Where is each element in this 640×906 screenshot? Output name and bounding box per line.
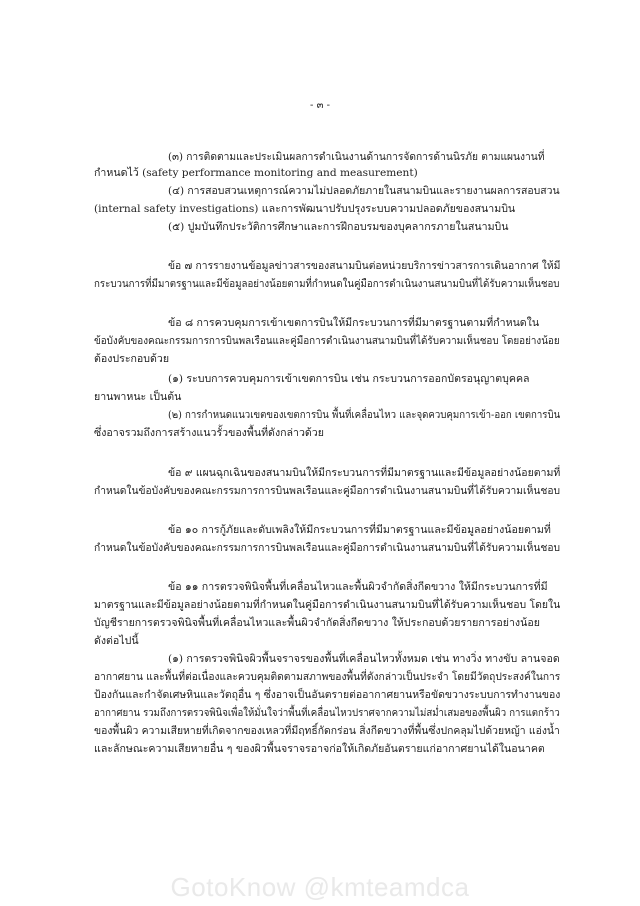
paragraph-line: กำหนดในข้อบังคับของคณะกรรมการการบินพลเรือนและคู่มือการดำเนินงานสนามบินที่ได้รับความเห็นชอบ bbox=[94, 542, 561, 554]
paragraph-line: บัญชีรายการตรวจพินิจพื้นที่เคลื่อนไหวและพื้นผิวจำกัดสิ่งกีดขวาง ให้ประกอบด้วยรายการอย่างน้อย bbox=[94, 617, 540, 629]
paragraph-line: กำหนดไว้ (safety performance monitoring and measurement) bbox=[94, 167, 418, 179]
paragraph-line: ซึ่งอาจรวมถึงการสร้างแนวรั้วของพื้นที่ดังกล่าวด้วย bbox=[94, 427, 324, 439]
paragraph-line: ข้อ ๑๑ การตรวจพินิจพื้นที่เคลื่อนไหวและพื้นผิวจำกัดสิ่งกีดขวาง ให้มีกระบวนการที่มี bbox=[168, 581, 548, 593]
paragraph-line: ข้อ ๗ การรายงานข้อมูลข่าวสารของสนามบินต่อหน่วยบริการข่าวสารการเดินอากาศ ให้มี bbox=[168, 260, 561, 272]
page-number: - ๓ - bbox=[310, 100, 330, 111]
paragraph-line: กระบวนการที่มีมาตรฐานและมีข้อมูลอย่างน้อยตามที่กำหนดในคู่มือการดำเนินงานสนามบินที่ได้รับความเห็นชอบ bbox=[94, 278, 560, 290]
paragraph-line: ข้อ ๙ แผนฉุกเฉินของสนามบินให้มีกระบวนการที่มีมาตรฐานและมีข้อมูลอย่างน้อยตามที่ bbox=[168, 467, 561, 479]
paragraph-line: ต้องประกอบด้วย bbox=[94, 353, 170, 365]
paragraph-line: ดังต่อไปนี้ bbox=[94, 635, 139, 647]
paragraph-line: ของพื้นผิว ความเสียหายที่เกิดจากของเหลวที่มีฤทธิ์กัดกร่อน สิ่งกีดขวางที่พื้นซึ่งปกคลุมไปด้วยหญ้า แอ่งน้ำ bbox=[94, 725, 560, 737]
paragraph-line: ข้อ ๘ การควบคุมการเข้าเขตการบินให้มีกระบวนการที่มีมาตรฐานตามที่กำหนดใน bbox=[168, 317, 540, 329]
paragraph-line: (๓) การติดตามและประเมินผลการดำเนินงานด้านการจัดการด้านนิรภัย ตามแผนงานที่ bbox=[168, 151, 545, 163]
watermark-text: GotoKnow @kmteamdca bbox=[170, 872, 470, 902]
paragraph-line: ข้อ ๑๐ การกู้ภัยและดับเพลิงให้มีกระบวนการที่มีมาตรฐานและมีข้อมูลอย่างน้อยตามที่ bbox=[168, 524, 551, 536]
paragraph-line: (๔) การสอบสวนเหตุการณ์ความไม่ปลอดภัยภายในสนามบินและรายงานผลการสอบสวน bbox=[168, 185, 560, 197]
paragraph-line: (๕) ปูมบันทึกประวัติการศึกษาและการฝึกอบรมของบุคลากรภายในสนามบิน bbox=[168, 221, 509, 233]
paragraph-line: ข้อบังคับของคณะกรรมการการบินพลเรือนและคู่มือการดำเนินงานสนามบินที่ได้รับความเห็นชอบ โดยอย่างน้อย bbox=[94, 335, 560, 347]
paragraph-line: อากาศยาน รวมถึงการตรวจพินิจเพื่อให้มั่นใจว่าพื้นที่เคลื่อนไหวปราศจากความไม่สม่ำเสมอของพื้นผิว การแตกร้าว bbox=[94, 707, 560, 719]
paragraph-line: อากาศยาน และพื้นที่ต่อเนื่องและควบคุมติดตามสภาพของพื้นที่ดังกล่าวเป็นประจำ โดยมีวัตถุประสงค์ในการ bbox=[94, 671, 561, 683]
paragraph-line: ยานพาหนะ เป็นต้น bbox=[94, 391, 182, 403]
paragraph-line: (๑) ระบบการควบคุมการเข้าเขตการบิน เช่น กระบวนการออกบัตรอนุญาตบุคคล bbox=[168, 373, 530, 385]
paragraph-line: มาตรฐานและมีข้อมูลอย่างน้อยตามที่กำหนดในคู่มือการดำเนินงานสนามบินที่ได้รับความเห็นชอบ โดยใน bbox=[94, 599, 561, 611]
paragraph-line: และลักษณะความเสียหายอื่น ๆ ของผิวพื้นจราจรอาจก่อให้เกิดภัยอันตรายแก่อากาศยานได้ในอนาคต bbox=[94, 743, 545, 755]
paragraph-line: (๑) การตรวจพินิจผิวพื้นจราจรของพื้นที่เคลื่อนไหวทั้งหมด เช่น ทางวิ่ง ทางขับ ลานจอด bbox=[168, 653, 560, 665]
paragraph-line: ป้องกันและกำจัดเศษหินและวัตถุอื่น ๆ ซึ่งอาจเป็นอันตรายต่ออากาศยานหรือขัดขวางระบบการทำงานของ bbox=[94, 689, 561, 701]
paragraph-line: กำหนดในข้อบังคับของคณะกรรมการการบินพลเรือนและคู่มือการดำเนินงานสนามบินที่ได้รับความเห็นชอบ bbox=[94, 485, 561, 497]
paragraph-line: (๒) การกำหนดแนวเขตของเขตการบิน พื้นที่เคลื่อนไหว และจุดควบคุมการเข้า-ออก เขตการบิน bbox=[168, 409, 561, 421]
paragraph-line: (internal safety investigations) และการพัฒนาปรับปรุงระบบความปลอดภัยของสนามบิน bbox=[94, 203, 516, 215]
